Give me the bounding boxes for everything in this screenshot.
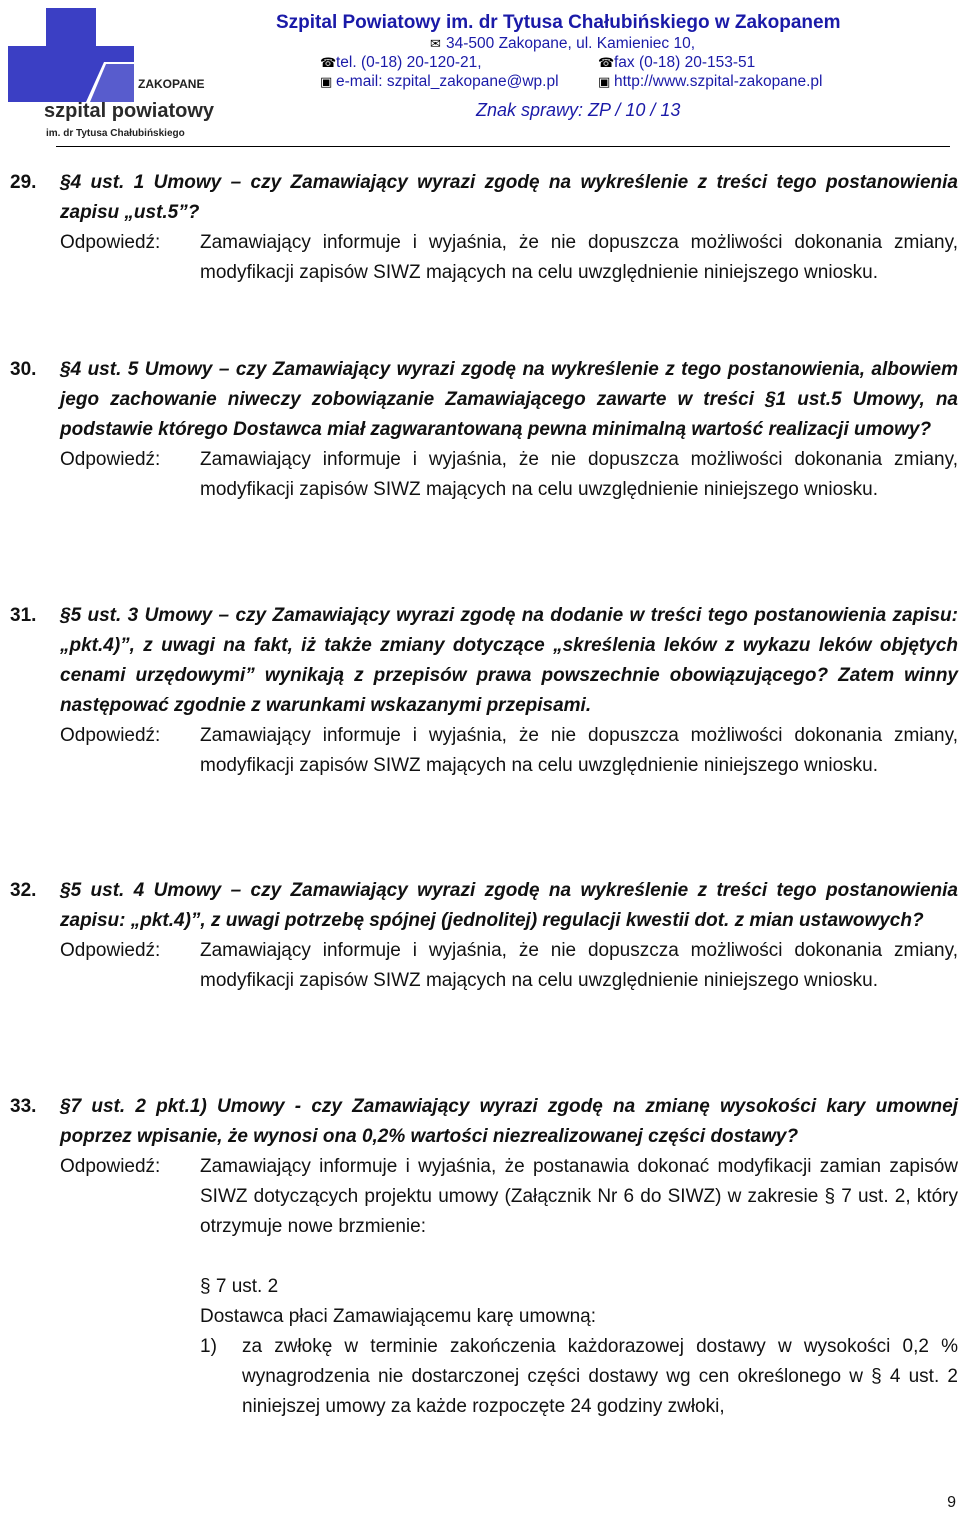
answer-label: Odpowiedź: (60, 232, 161, 253)
answer-label: Odpowiedź: (60, 940, 161, 961)
question-32 (10, 876, 958, 996)
telephone: tel. (0-18) 20-120-21, (336, 54, 482, 71)
list-item-text: za zwłokę w terminie zakończenia każdorazowej dostawy w wysokości 0,2 % wynagrodzenia nie dostarczonej części dostawy wg cen określonego w § 4 ust. 2 niniejszej umowy za każde rozpoczęte 24 godziny zwłoki, (242, 1336, 958, 1417)
logo-zakopane: ZAKOPANE (138, 77, 205, 91)
logo-sub-text: im. dr Tytusa Chałubińskiego (46, 128, 185, 139)
question-text: §4 ust. 1 Umowy – czy Zamawiający wyrazi zgodę na wykreślenie z treści tego postanowienia zapisu „ust.5”? (60, 172, 958, 223)
question-text: §7 ust. 2 pkt.1) Umowy - czy Zamawiający wyrazi zgodę na zmianę wysokości kary umownej poprzez wpisanie, że wynosi ona 0,2% wartości niezrealizowanej części dostawy? (60, 1096, 958, 1147)
computer-icon: ▣ (598, 74, 611, 89)
address: 34-500 Zakopane, ul. Kamieniec 10, (446, 35, 696, 52)
answer-label: Odpowiedź: (60, 1156, 161, 1177)
hospital-name: Szpital Powiatowy im. dr Tytusa Chałubińskiego w Zakopanem (276, 12, 841, 33)
question-text: §5 ust. 3 Umowy – czy Zamawiający wyrazi zgodę na dodanie w treści tego postanowienia zapisu: „pkt.4)”, z uwagi na fakt, iż także zmiany dotyczące „skreślenia leków z wykazu leków objętych cenami urzędowymi” wynikają z przepisów prawa powszechnie obowiązującego? Zatem winny następować zgodnie z warunkami wskazanymi przepisami. (60, 605, 958, 716)
envelope-icon: ✉ (430, 36, 441, 51)
answer-text: Zamawiający informuje i wyjaśnia, że nie dopuszcza możliwości dokonania zmiany, modyfikacji zapisów SIWZ mających na celu uwzględnienie niniejszego wniosku. (200, 449, 958, 500)
answer-text: Zamawiający informuje i wyjaśnia, że nie dopuszcza możliwości dokonania zmiany, modyfikacji zapisów SIWZ mających na celu uwzględnienie niniejszego wniosku. (200, 725, 958, 776)
answer-label: Odpowiedź: (60, 449, 161, 470)
question-number: 32. (10, 880, 37, 901)
answer-label: Odpowiedź: (60, 725, 161, 746)
answer-text: Zamawiający informuje i wyjaśnia, że postanawia dokonać modyfikacji zamian zapisów SIWZ dotyczących projektu umowy (Załącznik Nr 6 do SIWZ) w zakresie § 7 ust. 2, który otrzymuje nowe brzmienie: (200, 1156, 958, 1237)
fax-icon: ☎ (598, 55, 615, 70)
fax: fax (0-18) 20-153-51 (614, 54, 756, 71)
clause-intro: Dostawca płaci Zamawiającemu karę umowną: (200, 1306, 596, 1327)
phone-icon: ☎ (320, 55, 337, 70)
header-divider (56, 146, 950, 147)
question-number: 31. (10, 605, 37, 626)
letterhead (272, 12, 952, 91)
case-number: Znak sprawy: ZP / 10 / 13 (476, 100, 681, 120)
email-link[interactable]: e-mail: szpital_zakopane@wp.pl (336, 73, 559, 90)
answer (60, 228, 958, 288)
list-item-number: 1) (200, 1336, 217, 1357)
answer-text: Zamawiający informuje i wyjaśnia, że nie dopuszcza możliwości dokonania zmiany, modyfikacji zapisów SIWZ mających na celu uwzględnienie niniejszego wniosku. (200, 940, 958, 991)
answer-text: Zamawiający informuje i wyjaśnia, że nie dopuszcza możliwości dokonania zmiany, modyfikacji zapisów SIWZ mających na celu uwzględnienie niniejszego wniosku. (200, 232, 958, 283)
clause-heading: § 7 ust. 2 (200, 1276, 279, 1297)
website-link[interactable]: http://www.szpital-zakopane.pl (614, 73, 823, 90)
list-item (200, 1332, 958, 1422)
answer (60, 936, 958, 996)
answer (60, 1152, 958, 1242)
logo-main-text: szpital powiatowy (44, 100, 215, 122)
question-33 (10, 1092, 958, 1422)
hospital-logo (6, 6, 220, 140)
question-text: §5 ust. 4 Umowy – czy Zamawiający wyrazi zgodę na wykreślenie z treści tego postanowienia zapisu: „pkt.4)”, z uwagi potrzebę spójnej (jednolitej) regulacji kwestii dot. z mian ustawowych? (60, 880, 958, 931)
question-number: 29. (10, 172, 37, 193)
question-30 (10, 355, 958, 505)
computer-icon: ▣ (320, 74, 333, 89)
question-text: §4 ust. 5 Umowy – czy Zamawiający wyrazi zgodę na wykreślenie z tego postanowienia, albowiem jego zachowanie niweczy zobowiązanie Zamawiającego zawarte w treści §1 ust.5 Umowy, na podstawie którego Dostawca miał zagwarantowaną pewna minimalną wartość realizacji umowy? (60, 359, 958, 440)
question-29 (10, 168, 958, 288)
page-number: 9 (947, 1494, 956, 1511)
question-number: 30. (10, 359, 37, 380)
question-31 (10, 601, 958, 781)
question-number: 33. (10, 1096, 37, 1117)
answer (60, 445, 958, 505)
answer (60, 721, 958, 781)
